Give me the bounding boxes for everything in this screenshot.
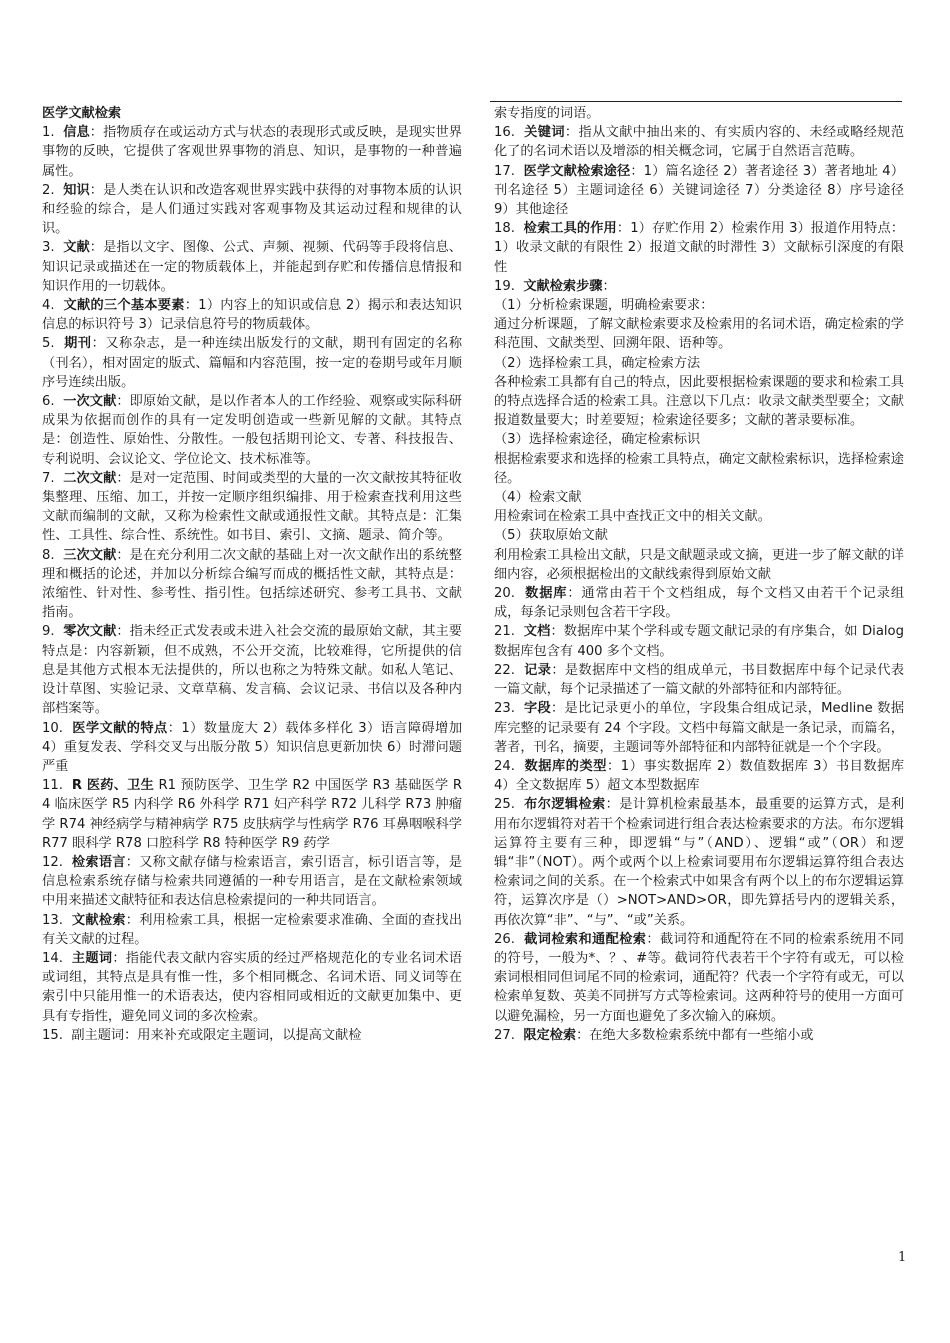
entry-term: 文献 <box>63 240 90 256</box>
entry-body: （2）选择检索工具，确定检索方法 <box>494 355 701 371</box>
entry <box>494 162 904 220</box>
entry-body: ：是人类在认识和改造客观世界实践中获得的对事物本质的认识和经验的综合，是人们通过实践对客观事物及其运动过程和规律的认识。 <box>42 182 462 237</box>
entry-number: 7. <box>42 470 55 486</box>
page-number: 1 <box>898 1250 907 1265</box>
entry <box>494 123 904 161</box>
entry-term: 布尔逻辑检索 <box>524 797 606 813</box>
entry-term: 二次文献 <box>63 470 117 486</box>
entry-number: 10. <box>42 720 63 736</box>
entry-number: 23. <box>494 701 515 717</box>
entry-number: 21. <box>494 624 515 640</box>
entry-body: 各种检索工具都有自己的特点，因此要根据检索课题的要求和检索工具的特点选择合适的检索工具。注意以下几点：收录文献类型要全；文献报道数量要大；时差要短；检索途径要多；文献的著录要标准。 <box>494 374 904 429</box>
entry-term: 截词检索和通配检索 <box>524 931 647 947</box>
entry-term: 期刊 <box>64 336 92 352</box>
left-entries <box>42 123 462 1045</box>
entry <box>494 219 904 277</box>
entry-number: 2. <box>42 182 55 198</box>
entry-number: 14. <box>42 950 63 966</box>
entry-number: 12. <box>42 854 63 870</box>
entry-number: 8. <box>42 547 55 563</box>
entry <box>42 949 462 1026</box>
entry-term: 零次文献 <box>63 624 117 640</box>
entry-number: 16. <box>494 125 515 141</box>
entry-body: ：又称杂志，是一种连续出版发行的文献，期刊有固定的名称（刊名），相对固定的版式、篇幅和内容范围，按一定的卷期号或年月顺序号连续出版。 <box>42 336 463 390</box>
entry-body: ： <box>602 278 616 294</box>
entry <box>494 795 904 929</box>
entry-number: 18. <box>494 221 515 237</box>
entry <box>494 507 904 526</box>
entry-body: ：1）事实数据库 2）数值数据库 3）书目数据库 4）全文数据库 5）超文本型数据库 <box>494 758 905 794</box>
entry-body: ：1）存贮作用 2）检索作用 3）报道作用特点：1）收录文献的有限性 2）报道文献的时滞性 3）文献标引深度的有限性 <box>494 221 905 275</box>
entry <box>42 334 462 392</box>
entry-body: （1）分析检索课题，明确检索要求： <box>494 298 714 314</box>
entry-body: （3）选择检索途径，确定检索标识 <box>494 432 701 448</box>
entry-body: ：是在充分利用二次文献的基础上对一次文献作出的系统整理和概括的论述，并加以分析综合编写而成的概括性文献，其特点是：浓缩性、针对性、参考性、指引性。包括综述研究、参考工具书、文献指南。 <box>42 547 462 621</box>
entry-body: ：在绝大多数检索系统中都有一些缩小或 <box>576 1027 814 1043</box>
entry <box>42 181 462 239</box>
entry-body: ：1）篇名途径 2）著者途径 3）著者地址 4）刊名途径 5）主题词途径 6）关键词途径 7）分类途径 8）序号途径 9）其他途径 <box>494 163 905 218</box>
entry-number: 20. <box>494 586 515 602</box>
right-entries <box>494 104 904 1045</box>
entry-body: ：指未经正式发表或未进入社会交流的最原始文献，其主要特点是：内容新颖，但不成熟，不公开交流，比较难得，它所提供的信息是其他方式根本无法提供的，所以也称之为特殊文献。如私人笔记、设计草图、实验记录、文章草稿、发言稿、会议记录、书信以及各种内部档案等。 <box>42 624 462 717</box>
entry-body: ：即原始文献，是以作者本人的工作经验、观察或实际科研成果为依据而创作的具有一定发明创造或一些新见解的文献。其特点是：创造性、原始性、分散性。一般包括期刊论文、专著、科技报告、专利说明、会议论文、学位论文、技术标准等。 <box>42 394 462 467</box>
entry <box>42 123 462 181</box>
entry-body: 通过分析课题，了解文献检索要求及检索用的名词术语，确定检索的学科范围、文献类型、回溯年限、语种等。 <box>494 317 904 352</box>
entry-body: ：指物质存在或运动方式与状态的表现形式或反映，是现实世界事物的反映，它提供了客观世界事物的消息、知识，是事物的一种普遍属性。 <box>42 125 462 179</box>
header-rule <box>490 101 902 102</box>
entry-number: 25. <box>494 797 515 813</box>
entry-term: 字段 <box>524 701 552 717</box>
entry-body: ：指从文献中抽出来的、有实质内容的、未经或略经规范化了的名词术语以及增添的相关概念词，它属于自然语言范畴。 <box>494 125 905 160</box>
entry-number: 15. <box>42 1027 63 1043</box>
entry-number: 27. <box>494 1027 515 1043</box>
entry <box>494 526 904 545</box>
entry-number: 3. <box>42 240 55 256</box>
entry <box>494 488 904 507</box>
entry-number: 26. <box>494 931 515 947</box>
entry <box>494 104 904 123</box>
entry <box>494 930 904 1026</box>
entry <box>494 546 904 584</box>
entry <box>42 296 462 334</box>
entry-body: 副主题词：用来补充或限定主题词，以提高文献检 <box>71 1027 362 1043</box>
entry-number: 13. <box>42 912 63 928</box>
entry-number: 9. <box>42 624 55 640</box>
entry-term: 三次文献 <box>63 547 117 563</box>
entry-term: 主题词 <box>71 950 113 966</box>
entry <box>494 296 904 315</box>
entry-number: 22. <box>494 662 515 678</box>
entry-body: 用检索词在检索工具中查找正文中的相关文献。 <box>494 509 771 525</box>
entry <box>494 430 904 449</box>
entry-number: 1. <box>42 125 55 141</box>
entry <box>42 546 462 623</box>
entry-term: 文档 <box>523 624 551 640</box>
entry-term: R 医药、卫生 <box>71 778 155 794</box>
right-column <box>494 104 904 1045</box>
entry-body: ：数据库中某个学科或专题文献记录的有序集合，如 Dialog 数据库包含有 400 多个文档。 <box>494 624 905 659</box>
entry-body: ：截词符和通配符在不同的检索系统用不同的符号，一般为*、？、#等。截词符代表若干个字符有或无，可以检索词根相同但词尾不同的检索词，通配符？代表一个字符有或无，可以检索单复数、英美不同拼写方式等检索词。这两种符号的使用一方面可以避免漏检，另一方面也避免了多次输入的麻烦。 <box>494 931 904 1024</box>
entry <box>494 661 904 699</box>
entry <box>494 315 904 353</box>
entry <box>494 450 904 488</box>
entry-number: 6. <box>42 394 55 410</box>
entry <box>494 622 904 660</box>
entry-body: ：是指以文字、图像、公式、声频、视频、代码等手段将信息、知识记录或描述在一定的物质载体上，并能起到存贮和传播信息情报和知识作用的一切载体。 <box>42 240 462 294</box>
entry <box>42 622 462 718</box>
entry <box>494 1026 904 1045</box>
entry-term: 检索语言 <box>71 854 126 870</box>
entry-body: ：是数据库中文档的组成单元，书目数据库中每个记录代表一篇文献，每个记录描述了一篇文献的外部特征和内部特征。 <box>494 662 905 698</box>
entry <box>494 277 904 296</box>
entry-term: 记录 <box>524 662 552 678</box>
entry-body: ：是对一定范围、时间或类型的大量的一次文献按其特征收集整理、压缩、加工，并按一定顺序组织编排、用于检索查找利用这些文献而编制的文献，又称为检索性文献或通报性文献。其特点是：汇集性、工具性、综合性、系统性。如书目、索引、文摘、题录、简介等。 <box>42 470 462 544</box>
entry-term: 信息 <box>63 125 90 141</box>
left-column <box>42 104 462 1045</box>
document-title: 医学文献检索 <box>42 106 122 121</box>
entry-body: ：通常由若干个文档组成，每个文档又由若干个记录组成，每条记录则包含若干字段。 <box>494 586 905 621</box>
entry-body: ：是比记录更小的单位，字段集合组成记录，Medline 数据库完整的记录要有 24 个字段。文档中每篇文献是一条记录，而篇名，著者，刊名，摘要，主题词等外部特征和内部特征就是一个个字段。 <box>494 701 905 755</box>
entry <box>494 584 904 622</box>
entry-body: （5）获取原始文献 <box>494 528 608 544</box>
entry <box>42 853 462 911</box>
entry <box>42 469 462 546</box>
entry-body: ：1）内容上的知识或信息 2）揭示和表达知识信息的标识符号 3）记录信息符号的物质载体。 <box>42 298 462 333</box>
entry-term: 关键词 <box>524 125 565 141</box>
entry <box>42 719 462 777</box>
entry <box>42 238 462 296</box>
entry-body: 根据检索要求和选择的检索工具特点，确定文献检索标识，选择检索途径。 <box>494 451 904 486</box>
entry-body: 利用检索工具检出文献，只是文献题录或文摘，更进一步了解文献的详细内容，必须根据检出的文献线索得到原始文献 <box>494 547 904 582</box>
entry <box>494 699 904 757</box>
entry-number: 5. <box>42 336 55 352</box>
entry-term: 医学文献的特点 <box>72 720 168 736</box>
entry-term: 一次文献 <box>63 394 117 410</box>
entry-number: 11. <box>42 778 63 794</box>
entry-term: 检索工具的作用 <box>523 221 617 237</box>
entry <box>494 354 904 373</box>
entry-body: ：指能代表文献内容实质的经过严格规范化的专业名词术语或词组，其特点是具有惟一性，多个相同概念、名词术语、同义词等在索引中只能用惟一的术语表达，使内容相同或相近的文献更加集中、更具有专指性，避免同义词的多次检索。 <box>42 950 463 1024</box>
entry-body: R1 预防医学、卫生学 R2 中国医学 R3 基础医学 R4 临床医学 R5 内科学 R6 外科学 R71 妇产科学 R72 儿科学 R73 肿瘤学 R74 神经病学与精神病学 R75 皮肤病学与性病学 R76 耳鼻咽喉科学 R77 眼科学 R78 口腔科学 R8 特种医学 R9 药学 <box>42 778 462 851</box>
entry <box>42 911 462 949</box>
entry-term: 数据库的类型 <box>524 758 607 774</box>
entry-term: 知识 <box>63 182 90 198</box>
entry <box>42 1026 462 1045</box>
entry-body: 索专指度的词语。 <box>494 106 600 121</box>
entry-body: ：是计算机检索最基本，最重要的运算方式，是利用布尔逻辑符对若干个检索词进行组合表达检索要求的方法。布尔逻辑运算符主要有三种，即逻辑“与”（AND）、逻辑“或”（OR）和逻辑“非”（NOT）。两个或两个以上检索词要用布尔逻辑运算符组合表达检索词之间的关系。在一个检索式中如果含有两个以上的布尔逻辑运算符，运算次序是（）>NOT>AND>OR，即先算括号内的逻辑关系，再依次算“非”、“与”、“或”关系。 <box>494 797 905 928</box>
entry-term: 文献检索步骤 <box>523 278 603 294</box>
entry-body: ：又称文献存储与检索语言，索引语言，标引语言等，是信息检索系统存储与检索共同遵循的一种专用语言，是在文献检索领域中用来描述文献特征和表达信息检索提问的一种共同语言。 <box>42 854 463 909</box>
entry-body: ：1）数量庞大 2）载体多样化 3）语言障碍增加 4）重复发表、学科交叉与出版分散 5）知识信息更新加快 6）时滞问题严重 <box>42 720 463 774</box>
entry-number: 17. <box>494 163 515 179</box>
entry-number: 24. <box>494 758 515 774</box>
entry <box>42 776 462 853</box>
entry-term: 数据库 <box>525 586 568 602</box>
entry-term: 医学文献检索途径 <box>523 163 631 179</box>
entry-body: ：利用检索工具，根据一定检索要求准确、全面的查找出有关文献的过程。 <box>42 912 463 947</box>
entry-number: 19. <box>494 278 515 294</box>
entry <box>494 757 904 795</box>
entry <box>494 373 904 431</box>
entry-number: 4. <box>42 298 55 314</box>
entry <box>42 392 462 469</box>
entry-term: 文献检索 <box>71 912 126 928</box>
entry-term: 文献的三个基本要素 <box>63 298 185 314</box>
entry-body: （4）检索文献 <box>494 490 582 506</box>
entry-term: 限定检索 <box>523 1027 577 1043</box>
